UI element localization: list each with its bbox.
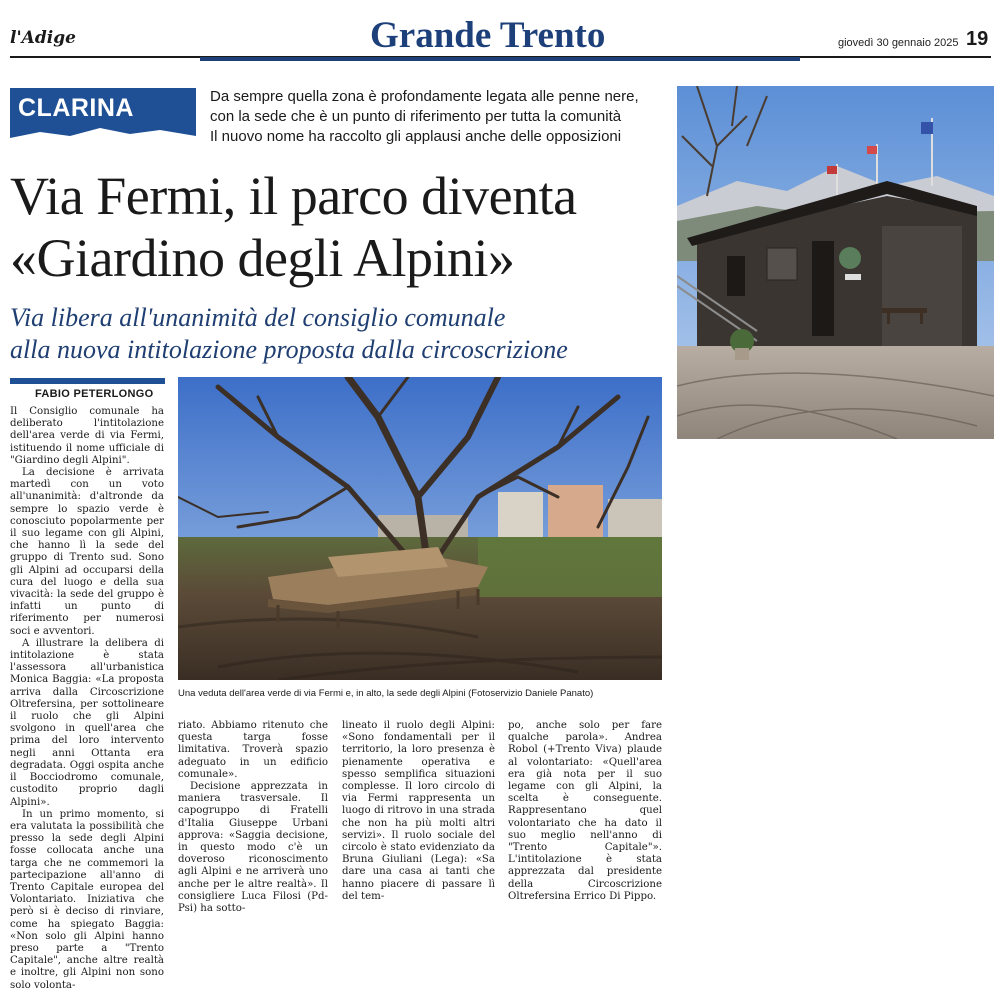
article-column-2 (178, 720, 328, 915)
kicker-summary (210, 87, 670, 147)
photo-alpini-headquarters (677, 86, 994, 439)
mountain-decoration (10, 124, 196, 148)
paragraph: po, anche solo per fare qualche parola». Andrea Robol (+Trento Viva) plaude al volontariato: «Quell'area era già nota per il suo legame con gli Alpini, la scelta è conseguente. Rappresentano quel volontariato che ha dato il suo meglio nell'anno di "Trento Capitale"». L'intitolazione è stata apprezzata dal presidente della Circoscrizione Oltrefersina Errico Di Pippo. (508, 720, 662, 902)
kicker-line: con la sede che è un punto di riferimento per tutta la comunità (210, 108, 622, 125)
photo-park-bench (178, 377, 662, 680)
section-title: Grande Trento (370, 15, 606, 56)
article-column-3 (342, 720, 495, 903)
paragraph: La decisione è arrivata martedì con un voto all'unanimità: d'altronde da sempre lo spazio verde è conosciuto popolarmente per il suo legame con gli Alpini, che hanno lì la sede del gruppo di Trento sud. Sono gli Alpini ad occuparsi della cura del luogo e della sua vivacità: la sede del gruppo è infatti un punto di riferimento per numerosi soci e avventori. (10, 467, 164, 637)
kicker-line: Il nuovo nome ha raccolto gli applausi anche delle opposizioni (210, 128, 622, 145)
page-number: 19 (966, 28, 989, 50)
issue-date: giovedì 30 gennaio 2025 (838, 37, 959, 49)
headline-line: Via Fermi, il parco diventa (10, 166, 577, 226)
photo-caption: Una veduta dell'area verde di via Fermi e, in alto, la sede degli Alpini (Fotoservizio Daniele Panato) (178, 688, 594, 699)
paragraph: Decisione apprezzata in maniera trasversale. Il capogruppo di Fratelli d'Italia Giuseppe Urbani approva: «Saggia decisione, in questo modo c'è un doveroso riconoscimento agli Alpini e ne arriverà uno anche per le altre realtà». Il consigliere Luca Filosi (Pd-Psi) ha sotto- (178, 781, 328, 915)
headline (10, 165, 675, 289)
kicker-label: CLARINA (18, 94, 134, 122)
byline-bar (10, 378, 165, 384)
kicker-line: Da sempre quella zona è profondamente legata alle penne nere, (210, 88, 639, 105)
paragraph: Il Consiglio comunale ha deliberato l'intitolazione dell'area verde di via Fermi, istituendo il nome ufficiale di "Giardino degli Alpini". (10, 406, 164, 466)
kicker-box (10, 88, 196, 148)
paragraph: In un primo momento, si era valutata la possibilità che presso la sede degli Alpini fosse collocata anche una targa che ne commemori la partecipazione all'anno di Trento Capitale europea del Volontariato. Iniziativa che però si è deciso di rinviare, come ha spiegato Baggia: «Non solo gli Alpini hanno preso parte a "Trento Capitale", anche altre realtà e inoltre, gli Alpini non sono solo volonta- (10, 808, 164, 991)
newspaper-logo: l'Adige (10, 28, 76, 48)
article-column-4 (508, 720, 662, 903)
subheadline-line: Via libera all'unanimità del consiglio comunale (10, 303, 506, 332)
subheadline (10, 302, 675, 366)
paragraph: A illustrare la delibera di intitolazione è stata l'assessora all'urbanistica Monica Baggia: «La proposta arriva dalla Circoscrizione Oltrefersina, per sottolineare il ruolo che gli Alpini svolgono in quell'area che prima del loro intervento negli anni Ottanta era degradata. Oggi ospita anche il Bocciodromo comunale, custodito proprio dagli Alpini». (10, 637, 164, 808)
paragraph: lineato il ruolo degli Alpini: «Sono fondamentali per il territorio, la loro presenza è pienamente operativa e spesso semplifica situazioni complesse. Il loro circolo di via Fermi rappresenta un luogo di ritrovo in una strada che non ha più molti altri servizi». Il ruolo sociale del circolo è stato evidenziato da Bruna Giuliani (Lega): «Sa dare una casa ai tanti che hanno piacere di passare lì del tem- (342, 720, 495, 902)
masthead-rule-accent (200, 57, 800, 61)
article-column-1 (10, 406, 164, 992)
paragraph: riato. Abbiamo ritenuto che questa targa fosse limitativa. Troverà spazio adeguato in un edificio comunale». (178, 720, 328, 780)
headline-line: «Giardino degli Alpini» (10, 228, 515, 288)
subheadline-line: alla nuova intitolazione proposta dalla circoscrizione (10, 335, 568, 364)
byline: FABIO PETERLONGO (35, 388, 154, 400)
